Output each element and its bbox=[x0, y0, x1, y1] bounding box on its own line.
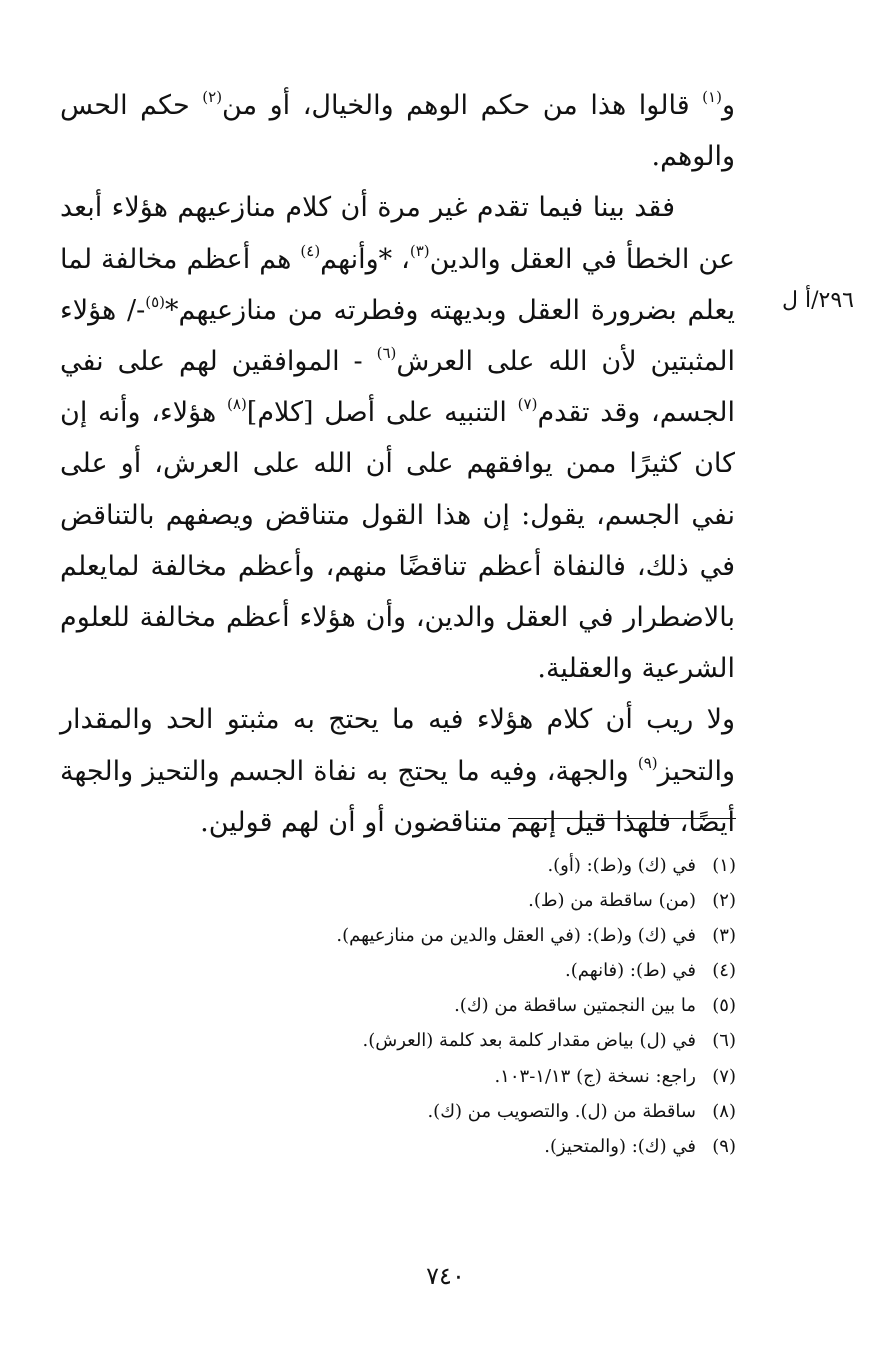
paragraph-1 bbox=[60, 80, 735, 182]
text-run: - الموافقين لهم على نفي الجسم، وقد تقدم bbox=[60, 346, 735, 429]
footnote-ref-4[interactable]: (٤) bbox=[300, 241, 321, 260]
footnote-text: ساقطة من (ل). والتصويب من (ك). bbox=[427, 1100, 696, 1122]
footnote-ref-5[interactable]: (٥) bbox=[145, 292, 165, 311]
footnote-ref-2[interactable]: (٢) bbox=[202, 88, 223, 106]
footnotes-list bbox=[136, 848, 736, 1164]
text-run: قالوا هذا من حكم الوهم والخيال، أو من bbox=[222, 90, 703, 121]
text-run: هم أعظم مخالفة لما يعلم بضرورة العقل وبديهته وفطرته من منازعيهم* bbox=[60, 243, 735, 326]
manuscript-folio-marker: ٢٩٦/أ ل bbox=[782, 288, 854, 313]
footnote-item bbox=[136, 1059, 736, 1094]
footnote-item bbox=[136, 988, 736, 1023]
text-run: ، *وأنهم bbox=[320, 243, 410, 275]
paragraph-3 bbox=[60, 694, 735, 848]
text-run: -/ هؤلاء المثبتين لأن الله على العرش bbox=[60, 294, 735, 378]
footnote-item bbox=[136, 883, 736, 918]
footnote-text: راجع: نسخة (ج) ١/١٣-١٠٣. bbox=[494, 1065, 696, 1087]
footnote-item bbox=[136, 1129, 736, 1164]
text-run: و bbox=[721, 90, 735, 121]
footnote-number: (٩) bbox=[712, 1135, 736, 1157]
footnote-ref-3[interactable]: (٣) bbox=[409, 241, 430, 260]
page-number: ٧٤٠ bbox=[426, 1262, 465, 1290]
footnote-number: (٢) bbox=[712, 890, 736, 912]
text-run: فقد بينا فيما تقدم غير مرة أن كلام منازعيهم هؤلاء أبعد عن الخطأ في العقل والدين bbox=[60, 192, 735, 275]
text-run: والجهة، وفيه ما يحتج به نفاة الجسم والتحيز والجهة أيضًا، فلهذا قيل إنهم متناقضون أو أن لهم قولين. bbox=[60, 755, 735, 838]
footnote-text: ما بين النجمتين ساقطة من (ك). bbox=[454, 995, 696, 1017]
footnote-text: في (ل) بياض مقدار كلمة بعد كلمة (العرش). bbox=[362, 1030, 696, 1052]
footnote-divider bbox=[508, 818, 736, 819]
footnote-item bbox=[136, 1023, 736, 1058]
text-run: التنبيه على أصل [كلام] bbox=[246, 397, 518, 429]
footnote-number: (٣) bbox=[712, 925, 736, 947]
main-text bbox=[60, 80, 735, 848]
footnote-item bbox=[136, 918, 736, 953]
footnote-number: (٦) bbox=[712, 1030, 736, 1052]
footnote-text: في (ك) و(ط): (في العقل والدين من منازعيهم). bbox=[336, 925, 696, 947]
footnote-text: في (ط): (فانهم). bbox=[565, 960, 696, 982]
footnote-number: (٧) bbox=[712, 1065, 736, 1087]
footnote-ref-8[interactable]: (٨) bbox=[227, 395, 247, 414]
footnote-ref-7[interactable]: (٧) bbox=[517, 395, 538, 414]
footnote-item bbox=[136, 848, 736, 883]
footnote-item bbox=[136, 953, 736, 988]
footnote-number: (٥) bbox=[712, 995, 736, 1017]
footnote-number: (١) bbox=[712, 855, 736, 876]
footnote-item bbox=[136, 1094, 736, 1129]
footnote-text: (من) ساقطة من (ط). bbox=[528, 890, 696, 912]
footnote-ref-6[interactable]: (٦) bbox=[376, 344, 397, 363]
footnote-ref-1[interactable]: (١) bbox=[702, 88, 722, 106]
footnote-text: في (ك) و(ط): (أو). bbox=[547, 855, 696, 876]
footnote-number: (٤) bbox=[712, 960, 736, 982]
text-run: حكم الحس والوهم. bbox=[60, 90, 735, 173]
footnote-number: (٨) bbox=[712, 1100, 736, 1122]
paragraph-2 bbox=[60, 182, 735, 694]
text-run: هؤلاء، وأنه إن كان كثيرًا ممن يوافقهم على أن الله على العرش، أو على نفي الجسم، يقول: إن هذا القول متناقض ويصفهم بالتناقض في ذلك، فالنفاة أعظم تناقضًا منهم، وأعظم مخالفة لمايعلم بالاضطرار في العقل والدين، وأن هؤلاء أعظم مخالفة للعلوم الشرعية والعقلية. bbox=[60, 397, 735, 685]
footnote-text: في (ك): (والمتحيز). bbox=[544, 1135, 696, 1157]
footnote-ref-9[interactable]: (٩) bbox=[637, 753, 658, 772]
text-run: ولا ريب أن كلام هؤلاء فيه ما يحتج به مثبتو الحد والمقدار والتحيز bbox=[60, 704, 735, 787]
